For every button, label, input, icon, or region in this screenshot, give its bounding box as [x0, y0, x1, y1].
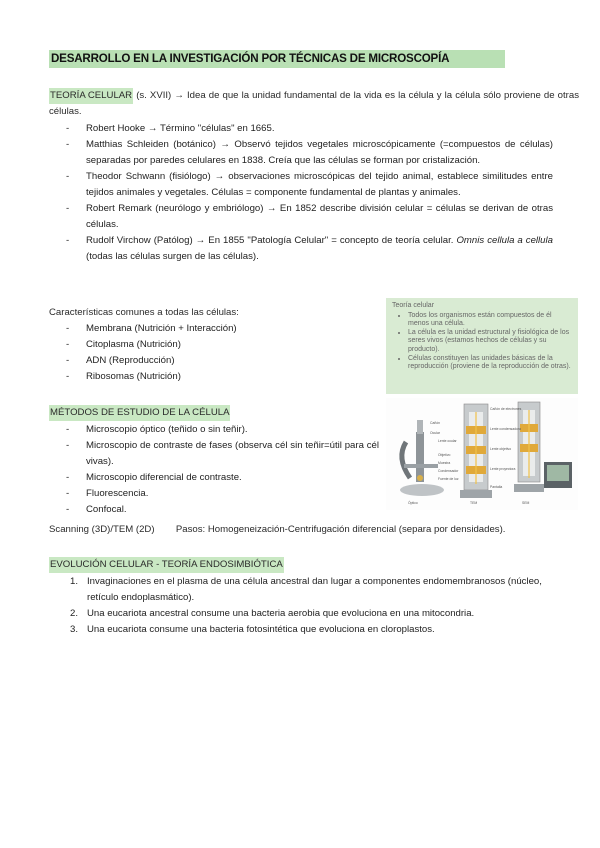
microscope-figure [386, 398, 578, 510]
caract-label: Características comunes a todas las células: [49, 307, 239, 318]
figure-label: Cañón de electrones [490, 407, 522, 411]
list-item: - Confocal. [66, 504, 127, 515]
list-item: - Theodor Schwann (fisiólogo) → observaciones microscópicas del tejido animal, establece similitudes entre tejidos animales y vegetales. Células = componente fundamental de plantas y animales. [66, 171, 553, 198]
list-item: - ADN (Reproducción) [66, 355, 175, 366]
tem-column [460, 404, 492, 498]
list-item-text: Membrana (Nutrición + Interacción) [86, 323, 237, 334]
figure-label: Cañón [430, 421, 440, 425]
figure-label: Lente ocular [438, 439, 457, 443]
figure-label: Muestra [438, 461, 451, 465]
list-item-text: Microscopio de contraste de fases (observa cél sin teñir=útil para cél vivas). [86, 440, 379, 467]
teoria-callout [386, 298, 578, 394]
virchow-italic: Omnis cellula a cellula [456, 235, 553, 246]
teoria-intro-text: (s. XVII) → Idea de que la unidad fundamental de la vida es la célula y la célula sólo proviene de otras células. [49, 90, 579, 117]
list-item: - Ribosomas (Nutrición) [66, 371, 181, 382]
list-item-text: Ribosomas (Nutrición) [86, 371, 181, 382]
list-item-text: Robert Hooke → Término "células" en 1665. [86, 123, 275, 134]
list-item-text: Matthias Schleiden (botánico) → Observó tejidos vegetales microscópicamente (=compuestos de células) separadas por paredes celulares en 1838. Creía que las células se forman por cristalización. [86, 139, 553, 166]
metodos-heading-row [49, 405, 379, 421]
list-item: - Robert Hooke → Término "células" en 1665. [66, 123, 275, 134]
list-item-text: Theodor Schwann (fisiólogo) → observaciones microscópicas del tejido animal, establece similitudes entre tejidos animales y vegetales. Células = componente fundamental de plantas y animales. [86, 171, 553, 198]
list-item: - Membrana (Nutrición + Interacción) [66, 323, 237, 334]
figure-label: Fuente de luz [438, 477, 459, 481]
list-item-text: Invaginaciones en el plasma de una célula ancestral dan lugar a componentes endomembranosos (núcleo, retículo endoplasmático). [87, 576, 542, 603]
list-item [49, 606, 559, 622]
list-item-text: Una eucariota ancestral consume una bacteria aerobia que evoluciona en una mitocondria. [87, 608, 475, 619]
callout-item: • Todos los organismos están compuestos de él menos una célula. [408, 312, 572, 329]
evolucion-heading: EVOLUCIÓN CELULAR - TEORÍA ENDOSIMBIÓTICA [49, 557, 284, 573]
callout-item: • Células constituyen las unidades básicas de la reproducción (proviene de la reproducción de otras). [408, 355, 572, 372]
list-item-text: Microscopio óptico (teñido o sin teñir). [86, 424, 248, 435]
figure-label: Óptico [408, 501, 418, 505]
list-item [49, 622, 559, 638]
callout-title: Teoría celular [392, 302, 435, 309]
virchow-text-end: (todas las células surgen de las células). [86, 251, 259, 262]
evolucion-heading-row [49, 557, 379, 573]
figure-label: Lente objetivo [490, 447, 512, 451]
list-item-text: Robert Remark (neurólogo y embriólogo) → En 1852 describe división celular = células se derivan de otras células. [86, 203, 553, 230]
list-item [49, 574, 559, 606]
list-number: 1. [70, 576, 79, 587]
figure-label: Ocular [430, 431, 440, 435]
teoria-heading: TEORÍA CELULAR [49, 88, 133, 104]
list-item: - Robert Remark (neurólogo y embriólogo) → En 1852 describe división celular = células se derivan de otras células. [66, 203, 553, 230]
figure-label: Lente proyectora [490, 467, 516, 471]
list-item: - Microscopio de contraste de fases (observa cél sin teñir=útil para cél vivas). [66, 440, 379, 467]
list-item: - Microscopio óptico (teñido o sin teñir). [66, 424, 248, 435]
metodos-heading: MÉTODOS DE ESTUDIO DE LA CÉLULA [49, 405, 230, 421]
list-item-text: Confocal. [86, 504, 127, 515]
teoria-intro [49, 88, 579, 120]
callout-list [392, 312, 572, 372]
sem-column [514, 402, 572, 492]
list-item-text: Microscopio diferencial de contraste. [86, 472, 242, 483]
list-item-text: Fluorescencia. [86, 488, 149, 499]
figure-label: TEM [470, 501, 478, 505]
evolucion-list [49, 574, 559, 638]
list-item: - Matthias Schleiden (botánico) → Observó tejidos vegetales microscópicamente (=compuestos de células) separadas por paredes celulares en 1838. Creía que las células se forman por cristalización. [66, 139, 553, 166]
list-item: - Fluorescencia. [66, 488, 149, 499]
figure-label: Objetivo [438, 453, 451, 457]
list-number: 2. [70, 608, 79, 619]
figure-label: Lente condensadora [490, 427, 521, 431]
list-item-text: ADN (Reproducción) [86, 355, 175, 366]
teoria-list [49, 121, 553, 265]
list-item-text: Citoplasma (Nutrición) [86, 339, 181, 350]
figure-label: Condensador [438, 469, 459, 473]
page-title: DESARROLLO EN LA INVESTIGACIÓN POR TÉCNICAS DE MICROSCOPÍA [49, 50, 505, 68]
microscope-diagram [386, 398, 578, 510]
metodos-list [49, 422, 379, 518]
metodos-footer: Scanning (3D)/TEM (2D) Pasos: Homogeneización-Centrifugación diferencial (separa por densidades). [49, 524, 506, 535]
list-number: 3. [70, 624, 79, 635]
figure-label: SEM [522, 501, 530, 505]
list-item: - Citoplasma (Nutrición) [66, 339, 181, 350]
callout-item: • La célula es la unidad estructural y fisiológica de los seres vivos (estamos hechos de células y su producto). [408, 329, 572, 355]
figure-label: Pantalla [490, 485, 503, 489]
caract-list [49, 321, 369, 385]
list-item: - Rudolf Virchow (Patólog) → En 1855 "Patología Celular" = concepto de teoría celular. Omnis cellula a cellula (todas las células surgen de las células). [66, 235, 553, 262]
list-item-text: Una eucariota consume una bacteria fotosintética que evoluciona en cloroplastos. [87, 624, 435, 635]
virchow-text: Rudolf Virchow (Patólog) → En 1855 "Patología Celular" = concepto de teoría celular. [86, 235, 457, 246]
list-item: - Microscopio diferencial de contraste. [66, 472, 242, 483]
